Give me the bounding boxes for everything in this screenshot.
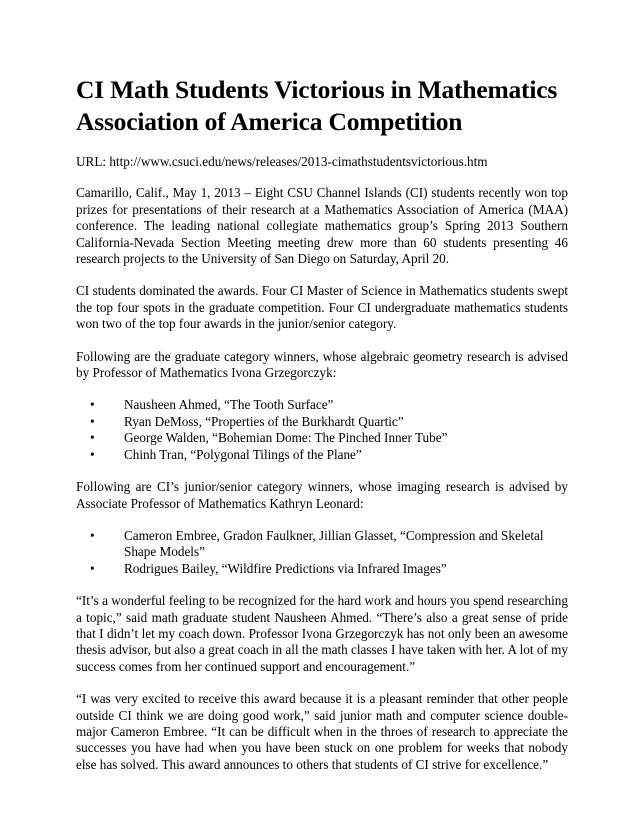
quote-embree-paragraph: “I was very excited to receive this award because it is a pleasant reminder that other people outside CI think we are doing good work,” said junior math and computer science double-major Cameron Embree. “It can be difficult when in the throes of research to appreciate the successes you have had when you have been stuck on one problem for weeks that nobody else has solved. This award announces to others that students of CI strive for excellence.” (76, 691, 568, 772)
bullet-icon: • (90, 397, 95, 413)
article-title: CI Math Students Victorious in Mathematics Association of America Competition (76, 75, 558, 136)
graduate-winners-list (76, 397, 568, 463)
list-item-text: Rodrigues Bailey, “Wildfire Predictions via Infrared Images” (124, 560, 447, 576)
bullet-icon: • (90, 527, 95, 543)
list-item-text: Ryan DeMoss, “Properties of the Burkhardt Quartic” (124, 413, 404, 429)
list-item (76, 561, 568, 577)
bullet-icon: • (90, 560, 95, 576)
list-item (76, 414, 568, 430)
dominated-paragraph: CI students dominated the awards. Four CI Master of Science in Mathematics students swept the top four spots in the graduate competition. Four CI undergraduate mathematics students won two of the top four awards in the junior/senior category. (76, 283, 568, 332)
list-item (76, 528, 568, 561)
list-item (76, 397, 568, 413)
list-item-text: Chinh Tran, “Polygonal Tilings of the Plane” (124, 446, 362, 462)
list-item (76, 430, 568, 446)
list-item-text: Nausheen Ahmed, “The Tooth Surface” (124, 397, 334, 413)
junior-intro-paragraph: Following are CI’s junior/senior category winners, whose imaging research is advised by Associate Professor of Mathematics Kathryn Leonard: (76, 479, 568, 511)
list-item-text: Cameron Embree, Gradon Faulkner, Jillian Glasset, “Compression and Skeletal Shape Models” (124, 527, 544, 560)
bullet-icon: • (90, 446, 95, 462)
list-item (76, 447, 568, 463)
intro-paragraph: Camarillo, Calif., May 1, 2013 – Eight CSU Channel Islands (CI) students recently won top prizes for presentations of their research at a Mathematics Association of America (MAA) conference. The leading national collegiate mathematics group’s Spring 2013 Southern California-Nevada Section Meeting meeting drew more than 60 students presenting 46 research projects to the University of San Diego on Saturday, April 20. (76, 185, 568, 267)
bullet-icon: • (90, 430, 95, 446)
quote-ahmed-paragraph: “It’s a wonderful feeling to be recognized for the hard work and hours you spend researching a topic,” said math graduate student Nausheen Ahmed. “There’s also a great sense of pride that I didn’t let my coach down. Professor Ivona Grzegorczyk has not only been an awesome thesis advisor, but also a great coach in all the math classes I have taken with her. A lot of my success comes from her continued support and encouragement.” (76, 593, 568, 674)
url-line: URL: http://www.csuci.edu/news/releases/2013-cimathstudentsvictorious.htm (76, 154, 488, 169)
graduate-intro-paragraph: Following are the graduate category winners, whose algebraic geometry research is advised by Professor of Mathematics Ivona Grzegorczyk: (76, 348, 568, 381)
bullet-icon: • (90, 413, 95, 429)
junior-winners-list (76, 528, 568, 577)
document-page (76, 74, 568, 789)
list-item-text: George Walden, “Bohemian Dome: The Pinched Inner Tube” (124, 430, 448, 446)
